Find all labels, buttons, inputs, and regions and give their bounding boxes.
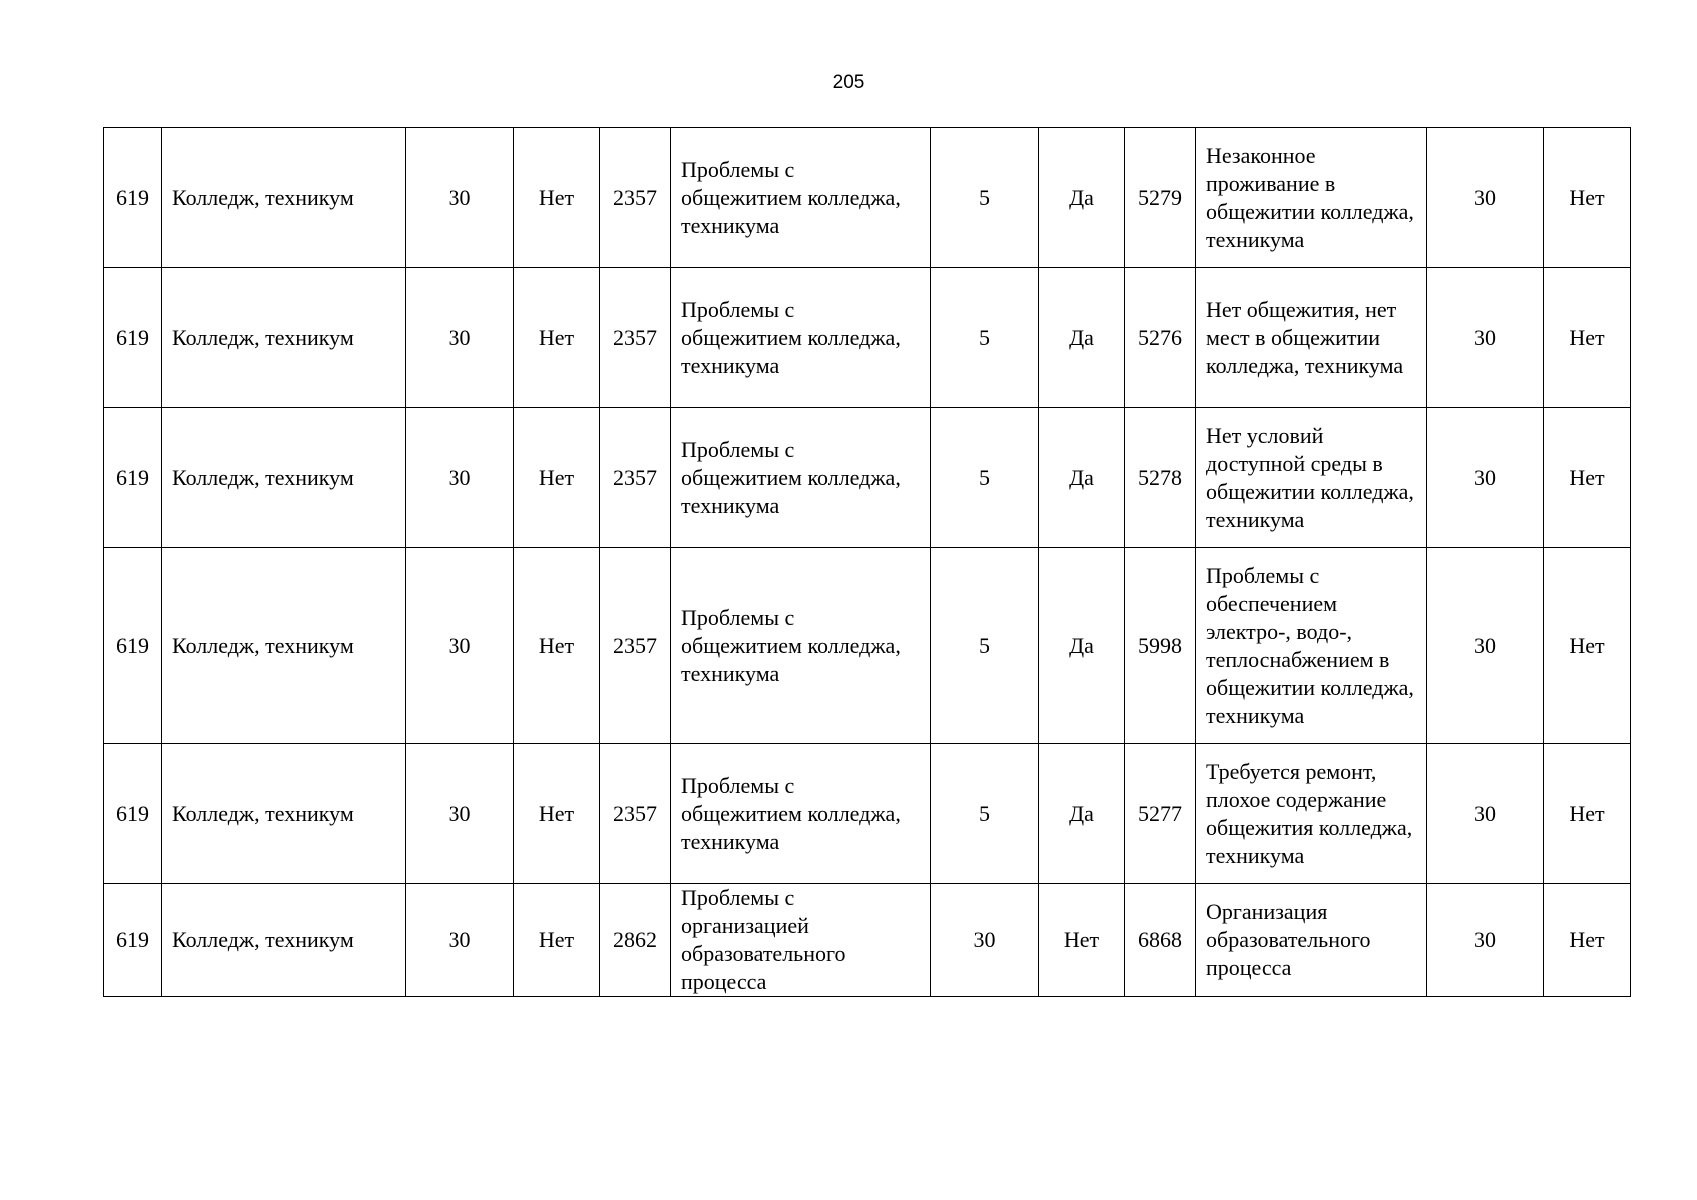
- cell-subtopic-code: 5277: [1125, 744, 1196, 884]
- cell-subtopic-days: 30: [1427, 548, 1544, 744]
- cell-topic-flag: Да: [1039, 408, 1125, 548]
- cell-flag: Нет: [514, 884, 600, 997]
- cell-flag: Нет: [514, 268, 600, 408]
- cell-topic: Проблемы с общежитием колледжа, техникума: [671, 548, 931, 744]
- cell-days: 30: [406, 408, 514, 548]
- cell-days: 30: [406, 548, 514, 744]
- cell-topic-code: 2357: [600, 548, 671, 744]
- cell-subtopic-code: 5276: [1125, 268, 1196, 408]
- cell-subtopic-code: 5278: [1125, 408, 1196, 548]
- cell-topic-flag: Да: [1039, 548, 1125, 744]
- table-row: [104, 884, 1631, 997]
- cell-institution: Колледж, техникум: [162, 128, 406, 268]
- cell-institution: Колледж, техникум: [162, 884, 406, 997]
- cell-subtopic-flag: Нет: [1544, 548, 1631, 744]
- cell-topic: Проблемы с общежитием колледжа, техникума: [671, 268, 931, 408]
- cell-subtopic-code: 5279: [1125, 128, 1196, 268]
- cell-subtopic-days: 30: [1427, 408, 1544, 548]
- cell-institution: Колледж, техникум: [162, 408, 406, 548]
- cell-topic: Проблемы с общежитием колледжа, техникума: [671, 408, 931, 548]
- cell-subtopic-days: 30: [1427, 268, 1544, 408]
- cell-topic: Проблемы с организацией образовательного процесса: [671, 884, 931, 997]
- cell-subtopic: Незаконное проживание в общежитии колледжа, техникума: [1196, 128, 1427, 268]
- cell-days: 30: [406, 744, 514, 884]
- cell-subtopic-days: 30: [1427, 884, 1544, 997]
- cell-code: 619: [104, 128, 162, 268]
- table-row: [104, 548, 1631, 744]
- cell-days: 30: [406, 128, 514, 268]
- cell-topic-code: 2357: [600, 408, 671, 548]
- cell-topic-code: 2357: [600, 128, 671, 268]
- cell-topic-days: 5: [931, 268, 1039, 408]
- cell-subtopic-code: 5998: [1125, 548, 1196, 744]
- cell-topic-days: 5: [931, 128, 1039, 268]
- cell-subtopic-code: 6868: [1125, 884, 1196, 997]
- cell-subtopic: Проблемы с обеспечением электро-, водо-, теплоснабжением в общежитии колледжа, техникума: [1196, 548, 1427, 744]
- cell-subtopic-flag: Нет: [1544, 268, 1631, 408]
- cell-topic: Проблемы с общежитием колледжа, техникума: [671, 744, 931, 884]
- cell-subtopic-days: 30: [1427, 128, 1544, 268]
- cell-code: 619: [104, 268, 162, 408]
- table-row: [104, 408, 1631, 548]
- cell-code: 619: [104, 548, 162, 744]
- cell-topic-days: 5: [931, 744, 1039, 884]
- cell-topic-days: 30: [931, 884, 1039, 997]
- data-table: [103, 127, 1631, 997]
- cell-subtopic: Требуется ремонт, плохое содержание общежития колледжа, техникума: [1196, 744, 1427, 884]
- cell-topic: Проблемы с общежитием колледжа, техникума: [671, 128, 931, 268]
- cell-flag: Нет: [514, 408, 600, 548]
- cell-institution: Колледж, техникум: [162, 744, 406, 884]
- cell-topic-flag: Да: [1039, 128, 1125, 268]
- cell-days: 30: [406, 268, 514, 408]
- cell-subtopic-days: 30: [1427, 744, 1544, 884]
- cell-subtopic: Организация образовательного процесса: [1196, 884, 1427, 997]
- cell-topic-days: 5: [931, 408, 1039, 548]
- cell-subtopic-flag: Нет: [1544, 884, 1631, 997]
- cell-topic-code: 2357: [600, 744, 671, 884]
- cell-subtopic-flag: Нет: [1544, 408, 1631, 548]
- cell-flag: Нет: [514, 744, 600, 884]
- cell-code: 619: [104, 408, 162, 548]
- cell-subtopic: Нет общежития, нет мест в общежитии колледжа, техникума: [1196, 268, 1427, 408]
- cell-topic-days: 5: [931, 548, 1039, 744]
- cell-topic-flag: Да: [1039, 744, 1125, 884]
- cell-topic-code: 2862: [600, 884, 671, 997]
- page-number: 205: [832, 72, 865, 93]
- cell-flag: Нет: [514, 128, 600, 268]
- cell-flag: Нет: [514, 548, 600, 744]
- cell-topic-code: 2357: [600, 268, 671, 408]
- cell-subtopic-flag: Нет: [1544, 744, 1631, 884]
- cell-subtopic: Нет условий доступной среды в общежитии колледжа, техникума: [1196, 408, 1427, 548]
- cell-topic-flag: Нет: [1039, 884, 1125, 997]
- cell-topic-flag: Да: [1039, 268, 1125, 408]
- cell-institution: Колледж, техникум: [162, 268, 406, 408]
- cell-subtopic-flag: Нет: [1544, 128, 1631, 268]
- cell-days: 30: [406, 884, 514, 997]
- cell-code: 619: [104, 744, 162, 884]
- cell-institution: Колледж, техникум: [162, 548, 406, 744]
- table-row: [104, 744, 1631, 884]
- cell-code: 619: [104, 884, 162, 997]
- table-row: [104, 128, 1631, 268]
- table-row: [104, 268, 1631, 408]
